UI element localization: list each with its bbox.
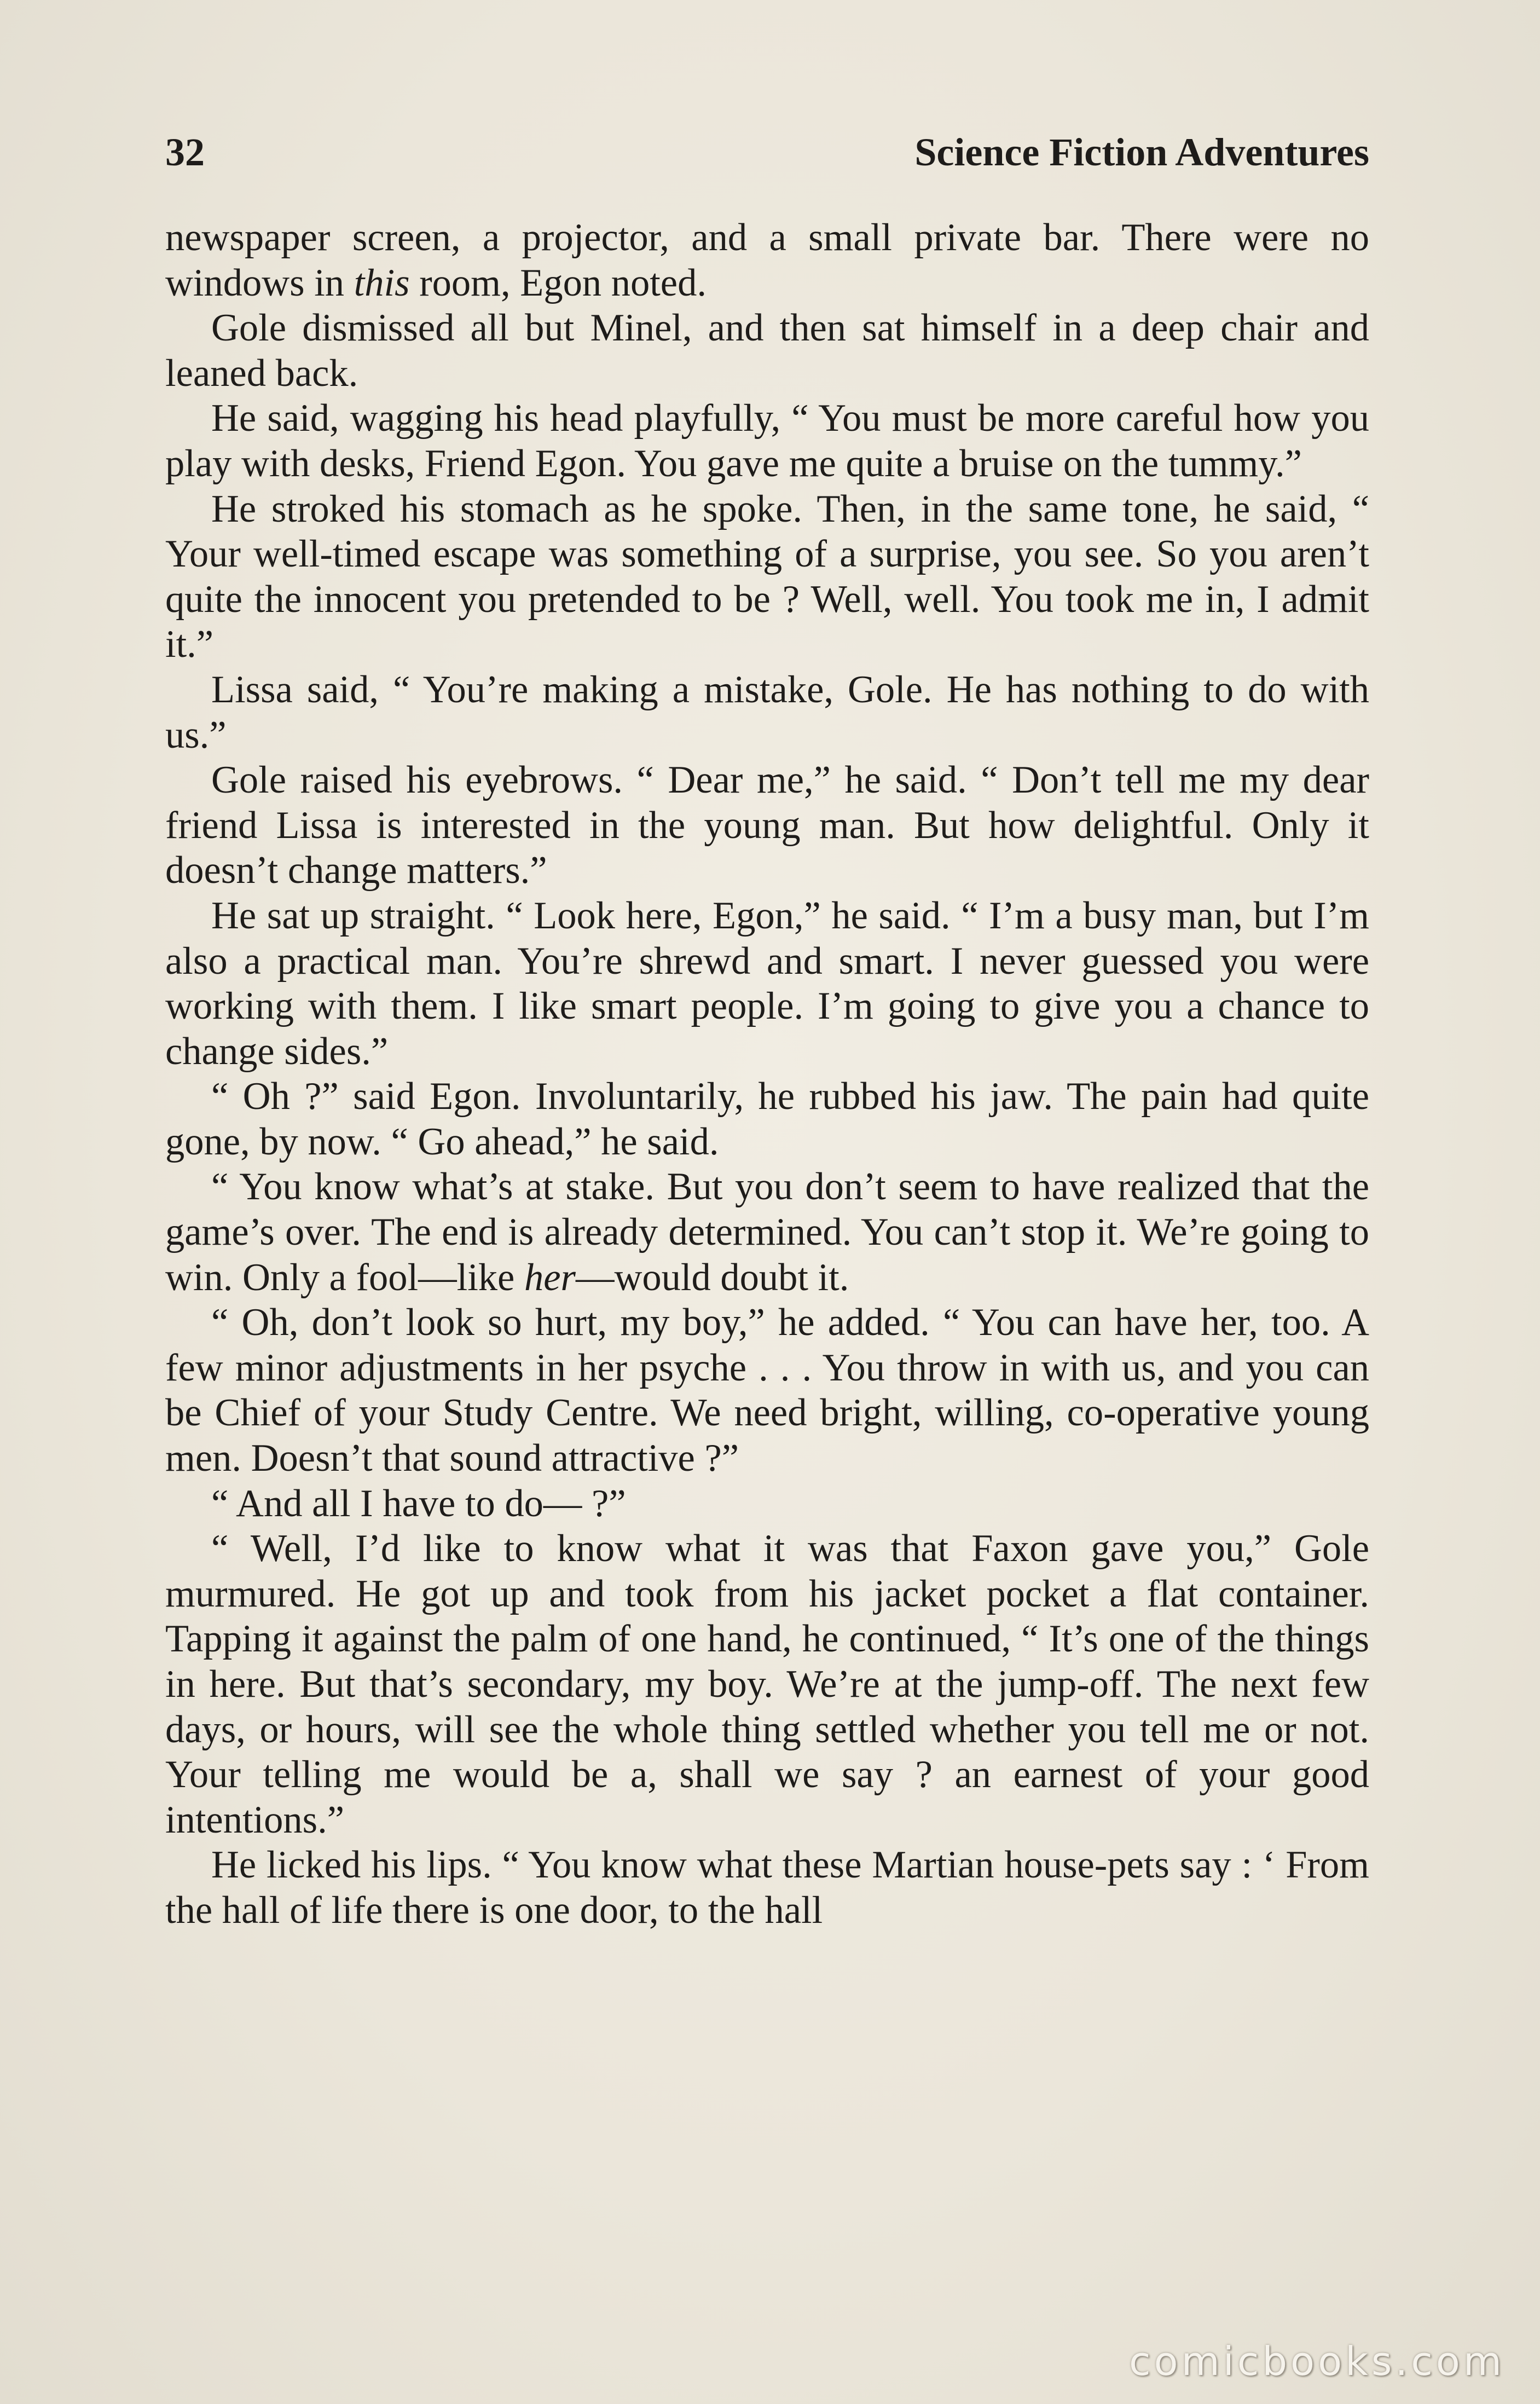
text-run: —would doubt it. [575, 1256, 849, 1299]
paragraph [165, 1300, 1369, 1481]
paragraph [165, 1481, 1369, 1527]
text-run: “ You know what’s at stake. But you don’t seem to have realized that the game’s over. The end is already determined. You can’t stop it. We’re going to win. Only a fool—like [165, 1165, 1369, 1299]
page-number: 32 [165, 130, 205, 174]
text-run: newspaper screen, a projector, and a small private bar. There were no windows in [165, 216, 1369, 304]
paragraph [165, 893, 1369, 1074]
paragraph [165, 305, 1369, 396]
story-text [165, 215, 1369, 1933]
paragraph [165, 1526, 1369, 1842]
paragraph [165, 215, 1369, 305]
text-run: room, Egon noted. [409, 261, 707, 304]
text-run: He said, wagging his head playfully, “ You must be more careful how you play with desks, Friend Egon. You gave me quite a bruise on the tummy.” [165, 397, 1369, 485]
text-run: “ And all I have to do— ?” [211, 1482, 626, 1525]
paragraph [165, 1164, 1369, 1300]
site-watermark: comicbooks.com [1128, 2338, 1505, 2384]
text-run-italic: her [524, 1256, 576, 1299]
text-run: Gole dismissed all but Minel, and then sat himself in a deep chair and leaned back. [165, 307, 1369, 395]
text-run: “ Oh, don’t look so hurt, my boy,” he added. “ You can have her, too. A few minor adjustments in her psyche . . . You throw in with us, and you can be Chief of your Study Centre. We need bright, willing, co-operative young men. Doesn’t that sound attractive ?” [165, 1301, 1369, 1480]
paragraph [165, 1074, 1369, 1164]
running-title: Science Fiction Adventures [914, 130, 1369, 174]
text-run: Lissa said, “ You’re making a mistake, Gole. He has nothing to do with us.” [165, 668, 1369, 756]
text-run: “ Well, I’d like to know what it was that Faxon gave you,” Gole murmured. He got up and took from his jacket pocket a flat container. Tapping it against the palm of one hand, he continued, “ It’s one of the things in here. But that’s secondary, my boy. We’re at the jump-off. The next few days, or hours, will see the whole thing settled whether you tell me or not. Your telling me would be a, shall we say ? an earnest of your good intentions.” [165, 1527, 1369, 1841]
paragraph [165, 396, 1369, 486]
text-run: “ Oh ?” said Egon. Involuntarily, he rubbed his jaw. The pain had quite gone, by now. “ Go ahead,” he said. [165, 1075, 1369, 1163]
paragraph [165, 1842, 1369, 1933]
text-run: Gole raised his eyebrows. “ Dear me,” he said. “ Don’t tell me my dear friend Lissa is interested in the young man. But how delightful. Only it doesn’t change matters.” [165, 759, 1369, 892]
text-run: He licked his lips. “ You know what these Martian house-pets say : ‘ From the hall of life there is one door, to the hall [165, 1844, 1369, 1932]
text-run: He sat up straight. “ Look here, Egon,” he said. “ I’m a busy man, but I’m also a practical man. You’re shrewd and smart. I never guessed you were working with them. I like smart people. I’m going to give you a chance to change sides.” [165, 894, 1369, 1073]
text-run-italic: this [354, 261, 410, 304]
page-header [165, 125, 1369, 180]
paragraph [165, 667, 1369, 758]
text-run: He stroked his stomach as he spoke. Then, in the same tone, he said, “ Your well-timed escape was something of a surprise, you see. So you aren’t quite the innocent you pretended to be ? Well, well. You took me in, I admit it.” [165, 487, 1369, 666]
paragraph [165, 758, 1369, 893]
paragraph [165, 487, 1369, 667]
